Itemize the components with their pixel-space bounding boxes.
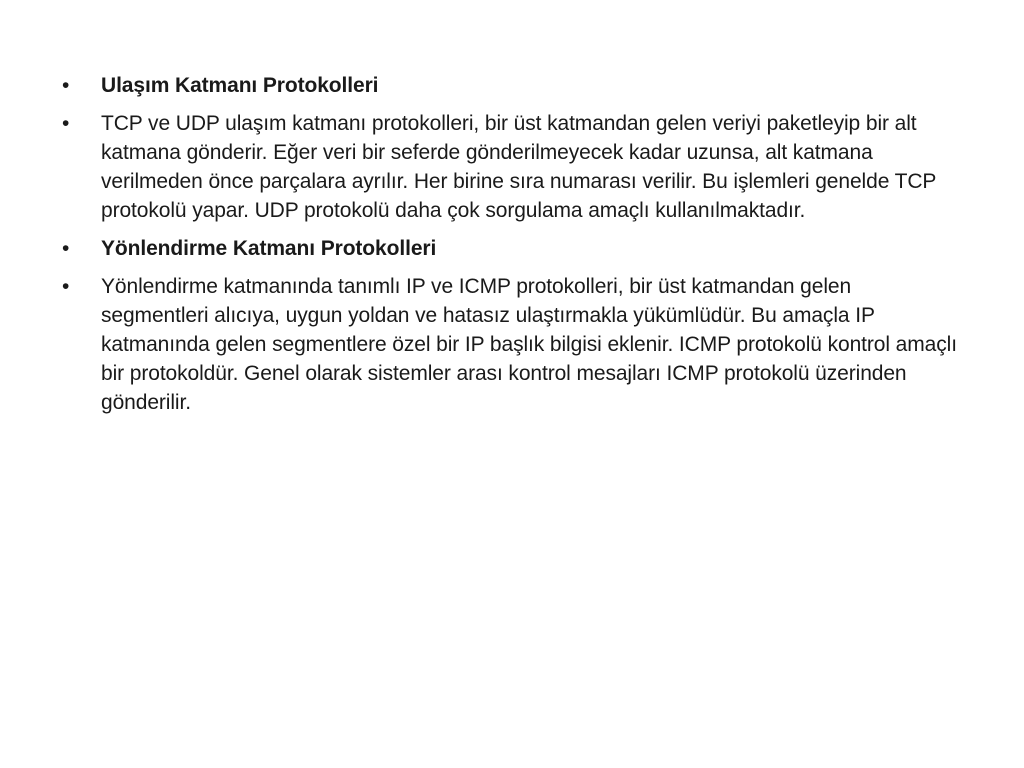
bullet-heading-routing [62,234,962,263]
bullet-text: TCP ve UDP ulaşım katmanı protokolleri, bir üst katmandan gelen veriyi paketleyip bir alt katmana gönderir. Eğer veri bir seferde gönderilmeyecek kadar uzunsa, alt katmana verilmeden önce parçalara ayrılır. Her birine sıra numarası verilir. Bu işlemleri genelde TCP protokolü yapar. UDP protokolü daha çok sorgulama amaçlı kullanılmaktadır. [101,112,936,222]
bullet-text: Ulaşım Katmanı Protokolleri [101,74,379,97]
bullet-list [62,71,962,426]
bullet-text: Yönlendirme Katmanı Protokolleri [101,237,437,260]
bullet-heading-transport [62,71,962,100]
bullet-dot: • [62,237,70,260]
bullet-text: Yönlendirme katmanında tanımlı IP ve ICMP protokolleri, bir üst katmandan gelen segmentleri alıcıya, uygun yoldan ve hatasız ulaştırmakla yükümlüdür. Bu amaçla IP katmanında gelen segmentlere özel bir IP başlık bilgisi eklenir. ICMP protokolü kontrol amaçlı bir protokoldür. Genel olarak sistemler arası kontrol mesajları ICMP protokolü üzerinden gönderilir. [101,275,957,414]
bullet-dot: • [62,74,70,97]
bullet-paragraph-transport [62,109,962,225]
bullet-paragraph-routing [62,272,962,417]
bullet-dot: • [62,275,70,298]
bullet-dot: • [62,112,70,135]
